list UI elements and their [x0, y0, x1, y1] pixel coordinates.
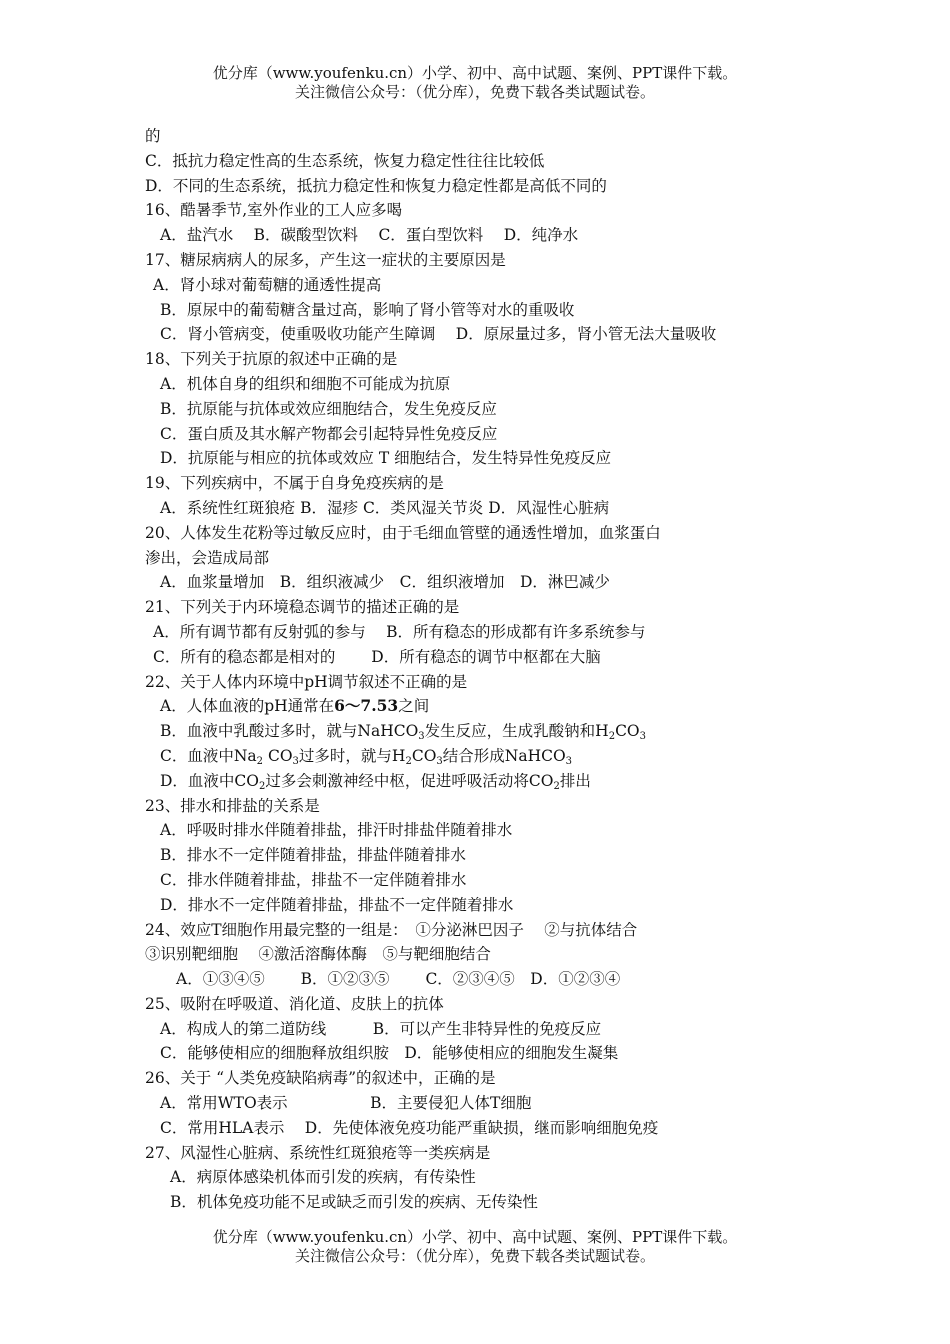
text-line: A．盐汽水 B．碳酸型饮料 C．蛋白型饮料 D．纯净水: [160, 226, 579, 245]
text-line: [145, 744, 845, 769]
bold-text: 6～7.53: [334, 696, 399, 716]
text-line: [145, 694, 845, 719]
text-segment: 结合形成NaHCO: [442, 746, 566, 765]
text-line: 17、糖尿病病人的尿多，产生这一症状的主要原因是: [145, 250, 506, 269]
text-line: A．病原体感染机体而引发的疾病，有传染性: [170, 1168, 476, 1187]
subscript: 3: [436, 755, 443, 767]
text-segment: 过多时，就与H: [298, 746, 406, 765]
header-line-1: 优分库（www.youfenku.cn）小学、初中、高中试题、案例、PPT课件下载。: [212, 64, 738, 82]
text-line: 22、关于人体内环境中pH调节叙述不正确的是: [145, 672, 468, 691]
text-line: A．系统性红斑狼疮 B．湿疹 C．类风湿关节炎 D．风湿性心脏病: [160, 498, 610, 517]
text-segment: CO: [263, 746, 293, 765]
text-segment: 排出: [559, 771, 591, 790]
subscript: 3: [639, 731, 647, 743]
text-line: 18、下列关于抗原的叙述中正确的是: [145, 350, 398, 369]
text-segment: D．血液中CO: [160, 771, 259, 790]
text-line: 26、关于 “人类免疫缺陷病毒”的叙述中，正确的是: [145, 1069, 496, 1088]
footer-line-2: 关注微信公众号：（优分库），免费下载各类试题试卷。: [294, 1247, 655, 1265]
text-line: D．抗原能与相应的抗体或效应 T 细胞结合，发生特异性免疫反应: [160, 449, 612, 468]
page-footer: [0, 1228, 950, 1266]
text-line: A．呼吸时排水伴随着排盐，排汗时排盐伴随着排水: [160, 821, 513, 840]
text-line: A．所有调节都有反射弧的参与 B．所有稳态的形成都有许多系统参与: [153, 622, 646, 641]
text-line: A．血浆量增加 B．组织液减少 C．组织液增加 D．淋巴减少: [160, 573, 610, 592]
header-line-2: 关注微信公众号：（优分库），免费下载各类试题试卷。: [294, 83, 655, 101]
subscript: 3: [565, 755, 573, 767]
text-line: C．能够使相应的细胞释放组织胺 D．能够使相应的细胞发生凝集: [160, 1044, 619, 1063]
text-line: A．构成人的第二道防线 B．可以产生非特异性的免疫反应: [160, 1019, 602, 1038]
text-segment: CO: [411, 746, 437, 765]
text-line: [145, 719, 845, 744]
text-line: 24、效应T细胞作用最完整的一组是： ①分泌淋巴因子 ②与抗体结合: [145, 920, 638, 939]
text-segment: C．血液中Na: [160, 746, 257, 765]
text-segment: A．人体血液的pH通常在: [160, 697, 335, 716]
text-line: 21、下列关于内环境稳态调节的描述正确的是: [145, 598, 460, 617]
text-line: C．抵抗力稳定性高的生态系统，恢复力稳定性往往比较低: [145, 151, 545, 170]
text-line: ③识别靶细胞 ④激活溶酶体酶 ⑤与靶细胞结合: [145, 945, 491, 964]
text-line: C．肾小管病变，使重吸收功能产生障调 D．原尿量过多，肾小管无法大量吸收: [160, 325, 717, 344]
text-segment: CO: [615, 722, 640, 741]
text-segment: 过多会刺激神经中枢，促进呼吸活动将CO: [265, 771, 554, 790]
text-line: A．机体自身的组织和细胞不可能成为抗原: [160, 374, 451, 393]
text-line: C．常用HLA表示 D．先使体液免疫功能严重缺损，继而影响细胞免疫: [160, 1118, 659, 1137]
text-line: [145, 769, 845, 794]
text-line: B．机体免疫功能不足或缺乏而引发的疾病、无传染性: [170, 1193, 538, 1212]
text-line: A．①③④⑤ B．①②③⑤ C．②③④⑤ D．①②③④: [176, 970, 621, 989]
text-line: 25、吸附在呼吸道、消化道、皮肤上的抗体: [145, 994, 444, 1013]
text-line: B．排水不一定伴随着排盐，排盐伴随着排水: [160, 846, 466, 865]
text-line: B．原尿中的葡萄糖含量过高，影响了肾小管等对水的重吸收: [160, 300, 575, 319]
text-line: A．常用WTO表示 B．主要侵犯人体T细胞: [160, 1094, 532, 1113]
text-line: 16、酷暑季节,室外作业的工人应多喝: [145, 201, 403, 220]
subscript: 3: [418, 731, 425, 743]
text-line: 的: [145, 127, 161, 145]
text-line: 渗出，会造成局部: [145, 548, 270, 567]
text-line: 20、人体发生花粉等过敏反应时，由于毛细血管壁的通透性增加，血浆蛋白: [145, 523, 661, 542]
exam-content: [145, 124, 845, 1215]
text-line: 23、排水和排盐的关系是: [145, 796, 320, 815]
text-segment: 发生反应，生成乳酸钠和H: [424, 722, 609, 741]
text-line: 19、下列疾病中，不属于自身免疫疾病的是: [145, 474, 444, 493]
footer-line-1: 优分库（www.youfenku.cn）小学、初中、高中试题、案例、PPT课件下载。: [212, 1228, 738, 1246]
text-line: 27、风湿性心脏病、系统性红斑狼疮等一类疾病是: [145, 1143, 491, 1162]
subscript: 2: [553, 780, 560, 792]
text-line: D．排水不一定伴随着排盐，排盐不一定伴随着排水: [160, 895, 514, 914]
subscript: 2: [405, 755, 412, 767]
subscript: 2: [256, 755, 264, 767]
page-header: [0, 64, 950, 102]
text-line: C．排水伴随着排盐，排盐不一定伴随着排水: [160, 870, 467, 889]
text-line: A．肾小球对葡萄糖的通透性提高: [153, 275, 382, 294]
text-segment: 之间: [398, 697, 430, 716]
subscript: 3: [292, 755, 299, 767]
text-segment: B．血液中乳酸过多时，就与NaHCO: [160, 722, 419, 741]
text-line: C．蛋白质及其水解产物都会引起特异性免疫反应: [160, 424, 498, 443]
text-line: C．所有的稳态都是相对的 D．所有稳态的调节中枢都在大脑: [153, 647, 601, 666]
text-line: D．不同的生态系统，抵抗力稳定性和恢复力稳定性都是高低不同的: [145, 176, 607, 195]
text-line: B．抗原能与抗体或效应细胞结合，发生免疫反应: [160, 399, 497, 418]
subscript: 2: [259, 780, 266, 792]
subscript: 2: [608, 731, 616, 743]
